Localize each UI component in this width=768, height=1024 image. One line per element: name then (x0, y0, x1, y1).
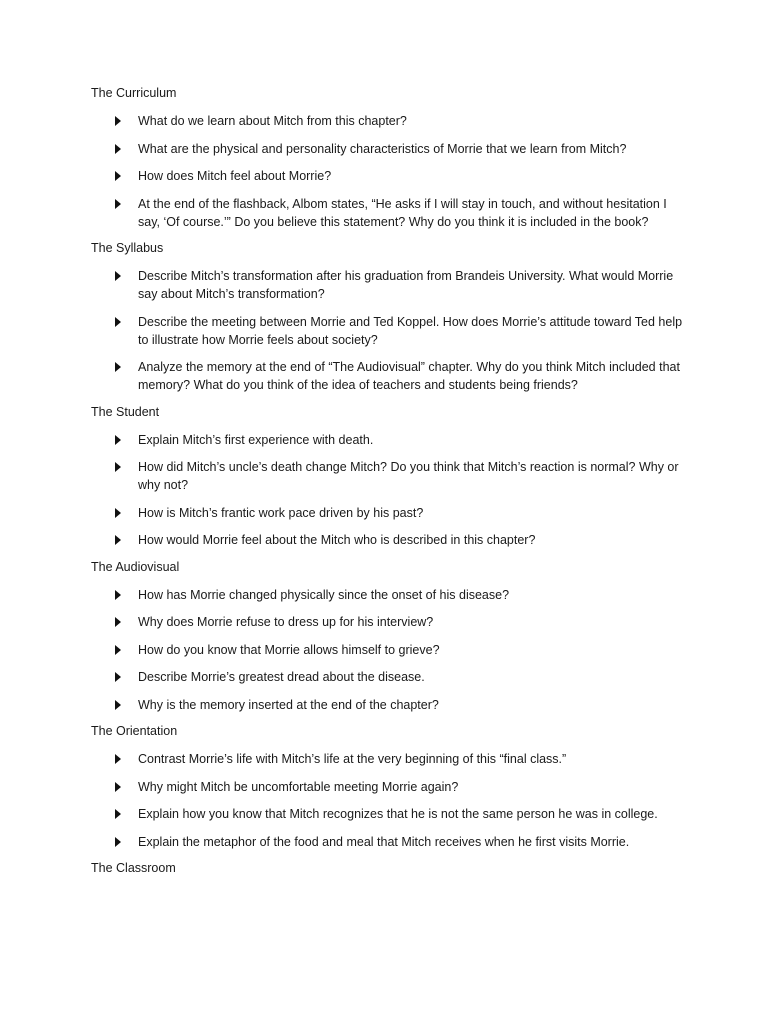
list-item (91, 750, 683, 768)
list-item (91, 668, 683, 686)
list-item (91, 531, 683, 549)
list-item (91, 833, 683, 851)
triangle-bullet-icon (115, 837, 121, 847)
list-item (91, 313, 683, 349)
list-item (91, 358, 683, 394)
triangle-bullet-icon (115, 462, 121, 472)
question-list (91, 431, 691, 550)
section-syllabus (91, 240, 691, 394)
list-item (91, 112, 683, 130)
question-text: What are the physical and personality characteristics of Morrie that we learn from Mitch? (138, 141, 627, 156)
list-item (91, 805, 683, 823)
section-classroom (91, 860, 691, 877)
question-list (91, 267, 691, 394)
triangle-bullet-icon (115, 199, 121, 209)
list-item (91, 641, 683, 659)
triangle-bullet-icon (115, 700, 121, 710)
triangle-bullet-icon (115, 362, 121, 372)
question-text: Contrast Morrie’s life with Mitch’s life at the very beginning of this “final class.” (138, 752, 567, 766)
triangle-bullet-icon (115, 590, 121, 600)
question-list (91, 750, 691, 851)
list-item (91, 431, 683, 449)
question-text: How does Mitch feel about Morrie? (138, 169, 332, 183)
question-text: Describe the meeting between Morrie and Ted Koppel. How does Morrie’s attitude toward Ted help to illustrate how Morrie feels about society? (138, 314, 683, 347)
section-heading: The Audiovisual (91, 559, 180, 574)
list-item (91, 267, 683, 303)
section-heading: The Syllabus (91, 241, 164, 255)
question-text: Why is the memory inserted at the end of the chapter? (138, 697, 439, 712)
list-item (91, 778, 683, 796)
list-item (91, 195, 683, 231)
section-audiovisual (91, 559, 691, 714)
question-text: Explain the metaphor of the food and meal that Mitch receives when he first visits Morrie. (138, 834, 630, 849)
question-text: At the end of the flashback, Albom states, “He asks if I will stay in touch, and without hesitation I say, ‘Of course.’” Do you believe this statement? Why do you think it is included in the book? (138, 196, 667, 229)
section-orientation (91, 723, 691, 851)
question-text: Why might Mitch be uncomfortable meeting Morrie again? (138, 779, 459, 794)
triangle-bullet-icon (115, 645, 121, 655)
triangle-bullet-icon (115, 508, 121, 518)
triangle-bullet-icon (115, 171, 121, 181)
question-text: How did Mitch’s uncle’s death change Mitch? Do you think that Mitch’s reaction is normal? Why or why not? (138, 460, 679, 492)
question-text: Analyze the memory at the end of “The Audiovisual” chapter. Why do you think Mitch included that memory? What do you think of the idea of teachers and students being friends? (138, 360, 680, 392)
triangle-bullet-icon (115, 754, 121, 764)
section-heading: The Student (91, 404, 160, 419)
question-text: Explain Mitch’s first experience with death. (138, 432, 374, 447)
question-text: Describe Mitch’s transformation after his graduation from Brandeis University. What would Morrie say about Mitch’s transformation? (138, 269, 674, 301)
triangle-bullet-icon (115, 435, 121, 445)
question-text: What do we learn about Mitch from this chapter? (138, 114, 407, 128)
list-item (91, 504, 683, 522)
question-text: Why does Morrie refuse to dress up for his interview? (138, 615, 434, 629)
question-text: Explain how you know that Mitch recognizes that he is not the same person he was in college. (138, 807, 658, 821)
triangle-bullet-icon (115, 617, 121, 627)
question-text: How do you know that Morrie allows himself to grieve? (138, 642, 440, 657)
section-curriculum (91, 85, 691, 231)
question-text: How would Morrie feel about the Mitch who is described in this chapter? (138, 533, 536, 547)
section-heading: The Curriculum (91, 86, 177, 100)
list-item (91, 613, 683, 631)
section-student (91, 404, 691, 550)
list-item (91, 458, 683, 494)
triangle-bullet-icon (115, 271, 121, 281)
triangle-bullet-icon (115, 116, 121, 126)
triangle-bullet-icon (115, 535, 121, 545)
triangle-bullet-icon (115, 317, 121, 327)
triangle-bullet-icon (115, 782, 121, 792)
list-item (91, 140, 683, 158)
section-heading: The Classroom (91, 861, 176, 875)
question-text: How is Mitch’s frantic work pace driven by his past? (138, 505, 424, 520)
list-item (91, 167, 683, 185)
list-item (91, 586, 683, 604)
triangle-bullet-icon (115, 809, 121, 819)
section-heading: The Orientation (91, 724, 178, 738)
document-page (91, 85, 691, 887)
question-list (91, 112, 691, 231)
question-text: How has Morrie changed physically since the onset of his disease? (138, 587, 510, 602)
list-item (91, 696, 683, 714)
triangle-bullet-icon (115, 672, 121, 682)
question-text: Describe Morrie’s greatest dread about the disease. (138, 670, 425, 684)
question-list (91, 586, 691, 714)
triangle-bullet-icon (115, 144, 121, 154)
